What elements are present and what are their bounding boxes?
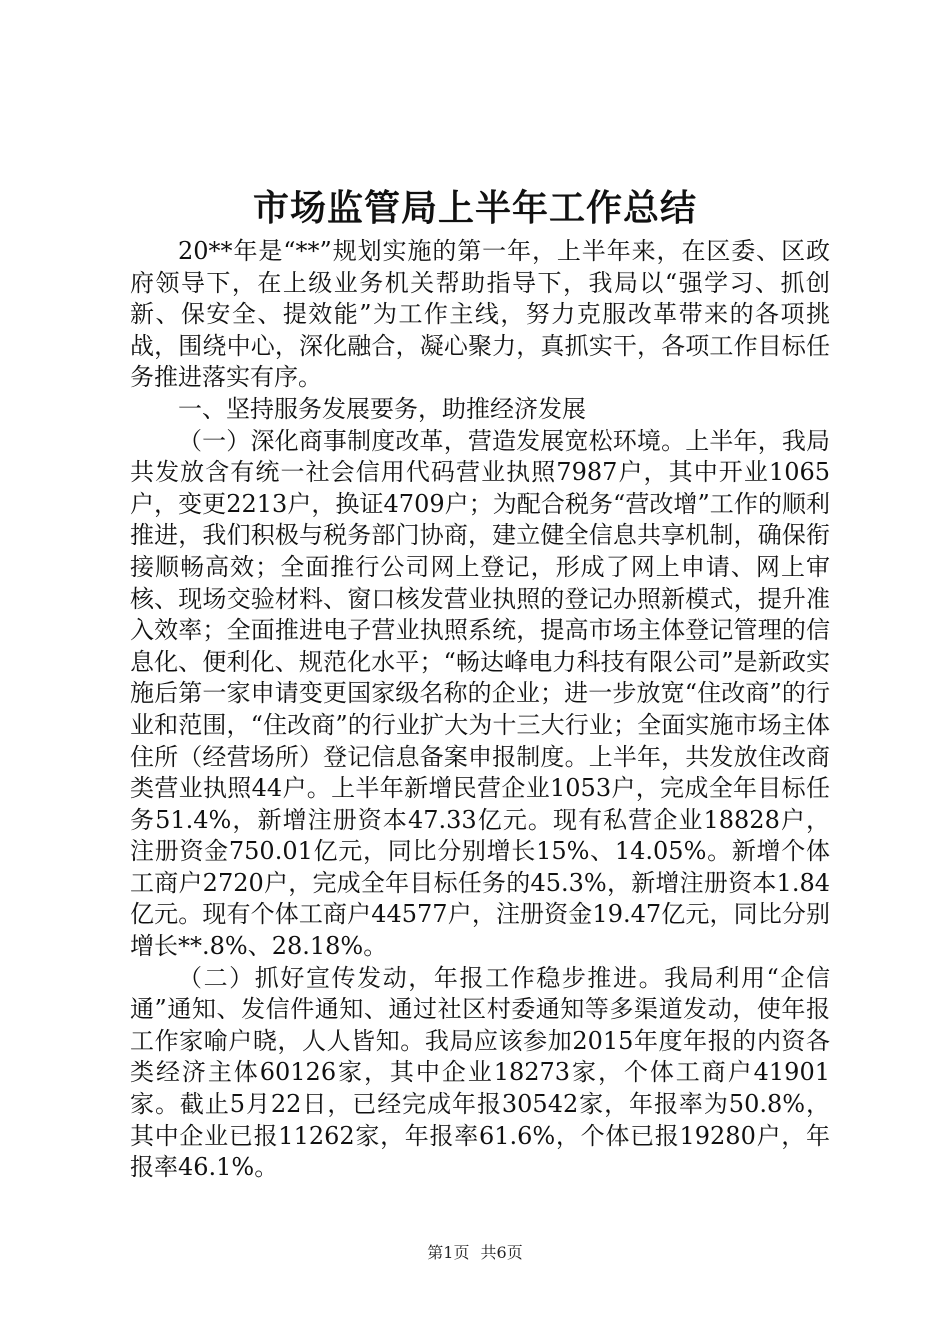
section-heading: 一、坚持服务发展要务，助推经济发展	[178, 394, 586, 423]
page-total: 共6页	[480, 1243, 523, 1262]
subsection-paragraph-1: （一）深化商事制度改革，营造发展宽松环境。上半年，我局共发放含有统一社会信用代码营业执照7987户，其中开业1065户，变更2213户，换证4709户；为配合税务“营改增”工作的顺利推进，我们积极与税务部门协商，建立健全信息共享机制，确保衔接顺畅高效；全面推行公司网上登记，形成了网上申请、网上审核、现场交验材料、窗口核发营业执照的登记办照新模式，提升准入效率；全面推进电子营业执照系统，提高市场主体登记管理的信息化、便利化、规范化水平；“畅达峰电力科技有限公司”是新政实施后第一家申请变更国家级名称的企业；进一步放宽“住改商”的行业和范围，“住改商”的行业扩大为十三大行业；全面实施市场主体住所（经营场所）登记信息备案申报制度。上半年，共发放住改商类营业执照44户。上半年新增民营企业1053户，完成全年目标任务51.4%，新增注册资本47.33亿元。现有私营企业18828户，注册资金750.01亿元，同比分别增长15%、14.05%。新增个体工商户2720户，完成全年目标任务的45.3%，新增注册资本1.84亿元。现有个体工商户44577户，注册资金19.47亿元，同比分别增长**.8%、28.18%。	[130, 426, 830, 961]
document-body	[130, 236, 830, 1184]
page-number: 第1页	[427, 1243, 470, 1262]
intro-paragraph: 20**年是“**”规划实施的第一年，上半年来，在区委、区政府领导下，在上级业务机关帮助指导下，我局以“强学习、抓创新、保安全、提效能”为工作主线，努力克服改革带来的各项挑战，围绕中心，深化融合，凝心聚力，真抓实干，各项工作目标任务推进落实有序。	[130, 237, 830, 392]
subsection-paragraph-2: （二）抓好宣传发动，年报工作稳步推进。我局利用“企信通”通知、发信件通知、通过社区村委通知等多渠道发动，使年报工作家喻户晓，人人皆知。我局应该参加2015年度年报的内资各类经济主体60126家，其中企业18273家，个体工商户41901家。截止5月22日，已经完成年报30542家，年报率为50.8%，其中企业已报11262家，年报率61.6%，个体已报19280户，年报率46.1%。	[130, 963, 830, 1182]
document-title: 市场监管局上半年工作总结	[252, 187, 697, 229]
page-footer	[0, 1242, 950, 1264]
